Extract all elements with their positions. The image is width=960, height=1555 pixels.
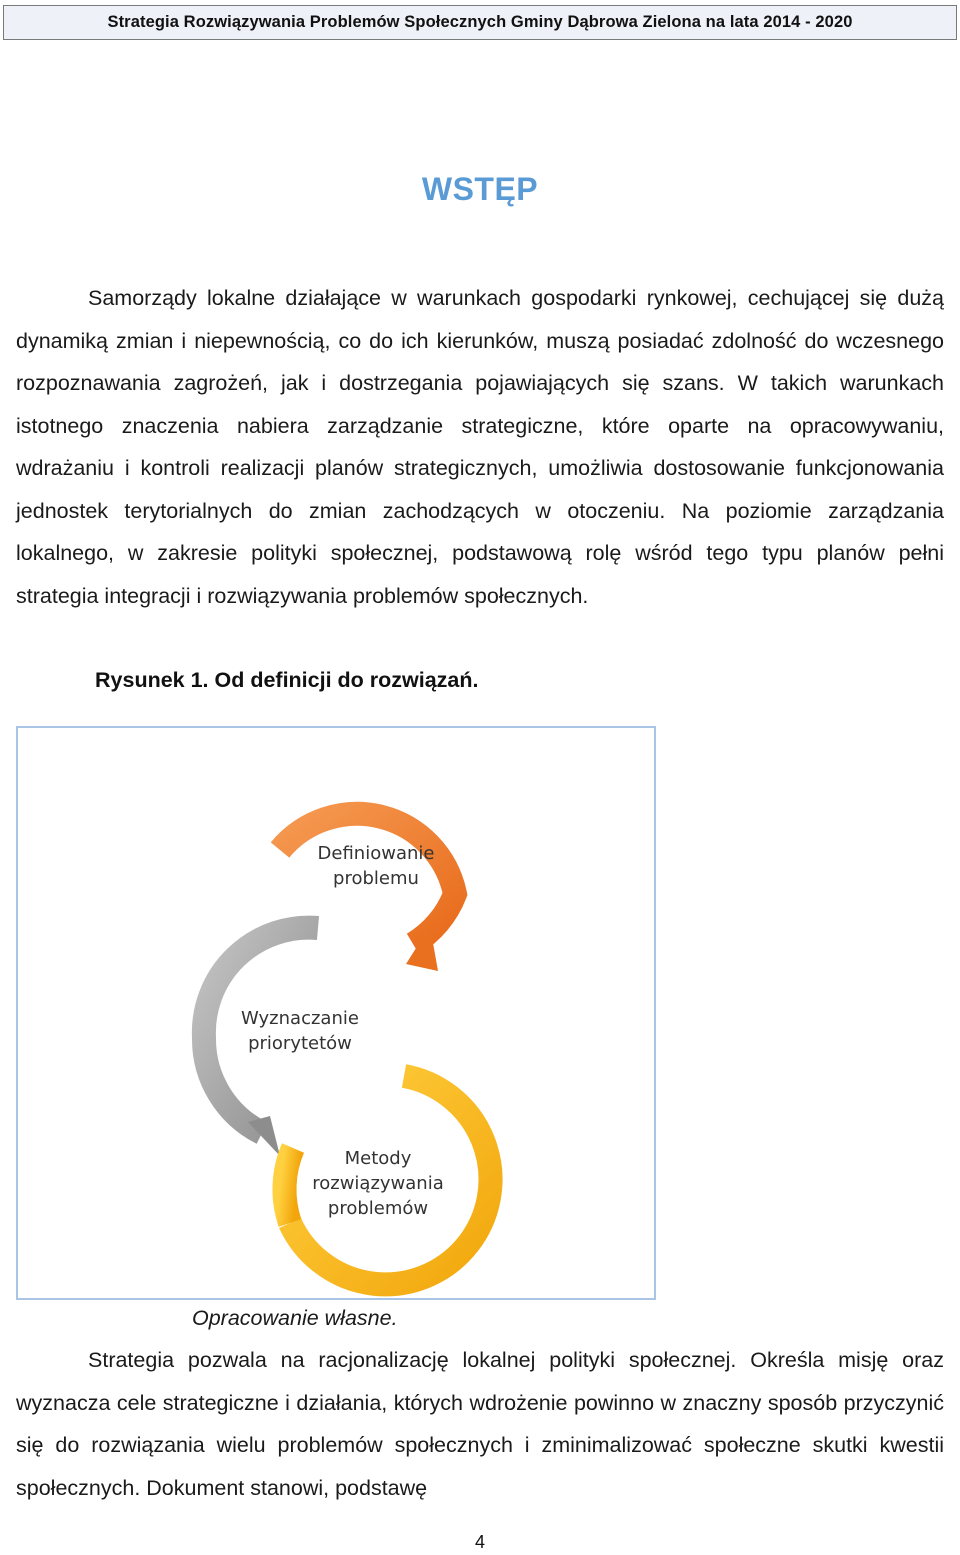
step-1-label-line-2: problemu bbox=[333, 868, 419, 889]
figure-title: Rysunek 1. Od definicji do rozwiązań. bbox=[95, 668, 479, 692]
step-2-label-line-2: priorytetów bbox=[248, 1033, 352, 1054]
page-number: 4 bbox=[474, 1532, 485, 1552]
strategy-paragraph: Strategia pozwala na racjonalizację lokalnej polityki społecznej. Określa misję oraz wyznacza cele strategiczne i działania, których wdrożenie powinno w znaczny sposób przyczynić się do rozwiązania wielu problemów społecznych i zminimalizować społeczne skutki kwestii społecznych. Dokument stanowi, podstawę bbox=[16, 1348, 944, 1500]
cycle-diagram bbox=[16, 726, 656, 1300]
running-header: Strategia Rozwiązywania Problemów Społecznych Gminy Dąbrowa Zielona na lata 2014 - 2020 bbox=[3, 5, 957, 40]
step-3-label-line-2: rozwiązywania bbox=[312, 1173, 444, 1194]
orange-cycle-arrow bbox=[280, 814, 455, 971]
step-3-label-line-3: problemów bbox=[327, 1198, 429, 1219]
section-title: WSTĘP bbox=[421, 171, 539, 207]
figure-caption: Opracowanie własne. bbox=[192, 1306, 398, 1330]
step-1-label-line-1: Definiowanie bbox=[317, 843, 435, 864]
step-2-label-line-1: Wyznaczanie bbox=[241, 1008, 359, 1029]
intro-paragraph: Samorządy lokalne działające w warunkach gospodarki rynkowej, cechującej się dużą dynamiką zmian i niepewnością, co do ich kierunków, muszą posiadać zdolność do wczesnego rozpoznawania zagrożeń, jak i dostrzegania pojawiających się szans. W takich warunkach istotnego znaczenia nabiera zarządzanie strategiczne, które oparte na opracowywaniu, wdrażaniu i kontroli realizacji planów strategicznych, umożliwia dostosowanie funkcjonowania jednostek terytorialnych do zmian zachodzących w otoczeniu. Na poziomie zarządzania lokalnego, w zakresie polityki społecznej, podstawową rolę wśród tego typu planów pełni strategia integracji i rozwiązywania problemów społecznych. bbox=[16, 286, 944, 608]
step-3-label-line-1: Metody bbox=[344, 1148, 412, 1169]
